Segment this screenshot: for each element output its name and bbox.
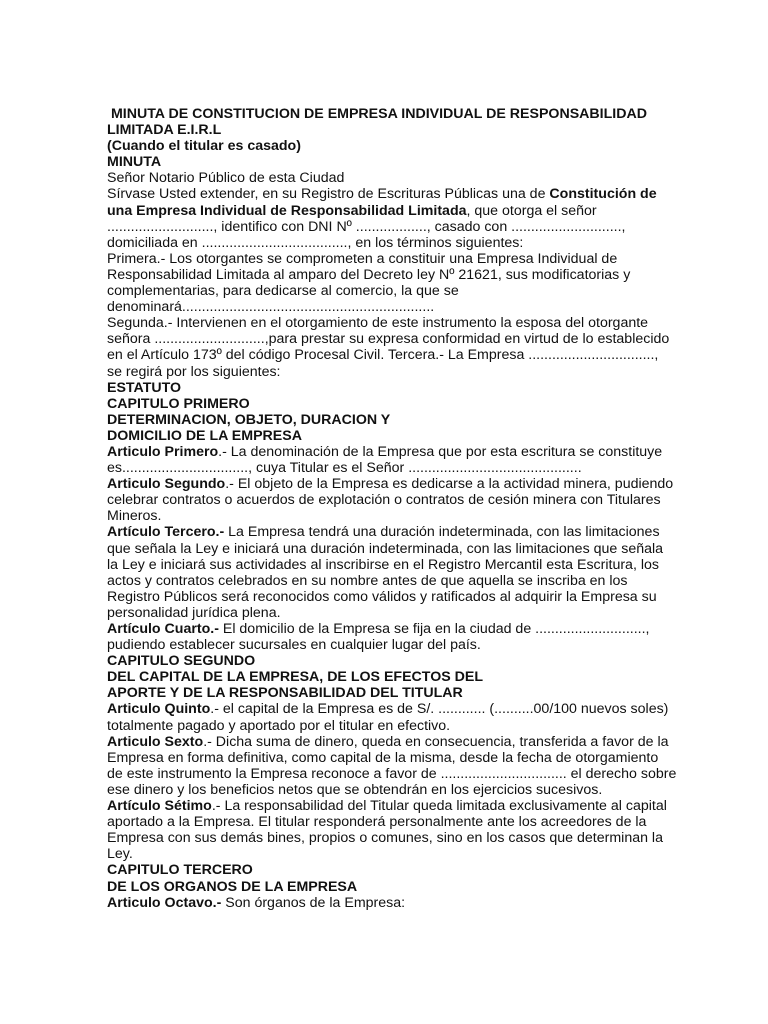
body-line: Señor Notario Público de esta Ciudad <box>107 170 345 187</box>
body-line: Empresa con sus demás bines, propios o comunes, sino en los casos que determinan la <box>107 830 663 847</box>
body-line: denominará................................................................ <box>107 299 435 316</box>
body-line: en el Artículo 173º del código Procesal Civil. Tercera.- La Empresa ................................, <box>107 347 659 364</box>
chapter-title-line: DEL CAPITAL DE LA EMPRESA, DE LOS EFECTOS DEL <box>107 669 484 686</box>
chapter-heading-1: CAPITULO PRIMERO <box>107 395 250 412</box>
body-line: pudiendo establecer sucursales en cualquier lugar del país. <box>107 637 481 654</box>
chapter-title-line: DOMICILIO DE LA EMPRESA <box>107 427 302 444</box>
body-line: es................................, cuya Titular es el Señor ............................................ <box>107 460 582 477</box>
body-line: Ley. <box>107 846 133 863</box>
chapter-heading-3: CAPITULO TERCERO <box>107 862 253 879</box>
article-line: Articulo Sexto.- Dicha suma de dinero, queda en consecuencia, transferida a favor de la <box>107 733 669 750</box>
body-line: ese dinero y los beneficios netos que se obtendrán en los ejercicios sucesivos. <box>107 781 603 798</box>
body-line: ..........................., identifico con DNI Nº .................., casado con ............................, <box>107 218 626 235</box>
body-line: Empresa en forma definitiva, como capital de la misma, desde la fecha de otorgamiento <box>107 749 659 766</box>
body-line: Mineros. <box>107 508 162 525</box>
body-line: actos y contratos celebrados en su nombre antes de que aquella se inscriba en los <box>107 572 628 589</box>
body-line: Segunda.- Intervienen en el otorgamiento de este instrumento la esposa del otorgante <box>107 315 649 332</box>
body-line: domiciliada en ....................................., en los términos siguientes: <box>107 234 524 251</box>
body-line: de este instrumento la Empresa reconoce a favor de ................................ el derecho sobre <box>107 765 677 782</box>
body-line: una Empresa Individual de Responsabilidad Limitada, que otorga el señor <box>107 202 597 219</box>
section-heading-estatuto: ESTATUTO <box>107 379 182 396</box>
chapter-title-line: APORTE Y DE LA RESPONSABILIDAD DEL TITULAR <box>107 685 463 702</box>
body-line: complementarias, para dedicarse al comercio, la que se <box>107 283 459 300</box>
body-line: totalmente pagado y aportado por el titular en efectivo. <box>107 717 451 734</box>
article-line: Articulo Primero.- La denominación de la Empresa que por esta escritura se constituye <box>107 443 663 460</box>
article-line: Articulo Octavo.- Son órganos de la Empresa: <box>107 894 406 911</box>
body-line: celebrar contratos o acuerdos de explotación o contratos de cesión minera con Titulares <box>107 492 661 509</box>
article-line: Articulo Segundo.- El objeto de la Empresa es dedicarse a la actividad minera, pudiendo <box>107 476 674 493</box>
body-line: aportado a la Empresa. El titular responderá personalmente ante los acreedores de la <box>107 814 647 831</box>
article-line: Artículo Tercero.- La Empresa tendrá una duración indeterminada, con las limitaciones <box>107 524 660 541</box>
body-line: Primera.- Los otorgantes se comprometen a constituir una Empresa Individual de <box>107 250 618 267</box>
document-subtitle: (Cuando el titular es casado) <box>107 138 301 155</box>
article-line: Articulo Quinto.- el capital de la Empresa es de S/. ............ (..........00/100 nuevos soles) <box>107 701 669 718</box>
body-line: personalidad jurídica plena. <box>107 604 281 621</box>
chapter-title-line: DE LOS ORGANOS DE LA EMPRESA <box>107 878 358 895</box>
body-line: Registro Públicos será reconocidos como válidos y ratificados al adquirir la Empresa su <box>107 588 657 605</box>
body-line: se regirá por los siguientes: <box>107 363 281 380</box>
document-page <box>107 106 677 911</box>
section-heading-minuta: MINUTA <box>107 154 162 171</box>
body-line: Sírvase Usted extender, en su Registro de Escrituras Públicas una de Constitución de <box>107 186 657 203</box>
body-line: que señala la Ley e iniciará una duración indeterminada, con las limitaciones que señala <box>107 540 664 557</box>
chapter-title-line: DETERMINACION, OBJETO, DURACION Y <box>107 411 391 428</box>
body-line: Responsabilidad Limitada al amparo del Decreto ley Nº 21621, sus modificatorias y <box>107 266 631 283</box>
document-title-line-1: MINUTA DE CONSTITUCION DE EMPRESA INDIVIDUAL DE RESPONSABILIDAD <box>107 106 647 122</box>
article-line: Artículo Sétimo.- La responsabilidad del Titular queda limitada exclusivamente al capital <box>107 798 667 815</box>
article-line: Artículo Cuarto.- El domicilio de la Empresa se fija en la ciudad de ............................, <box>107 621 650 637</box>
body-line: señora ............................,para prestar su expresa conformidad en virtud de lo establecido <box>107 331 670 348</box>
document-title-line-2: LIMITADA E.I.R.L <box>107 122 222 139</box>
body-line: la Ley e iniciará sus actividades al inscribirse en el Registro Mercantil esta Escritura, los <box>107 556 659 573</box>
chapter-heading-2: CAPITULO SEGUNDO <box>107 653 256 670</box>
